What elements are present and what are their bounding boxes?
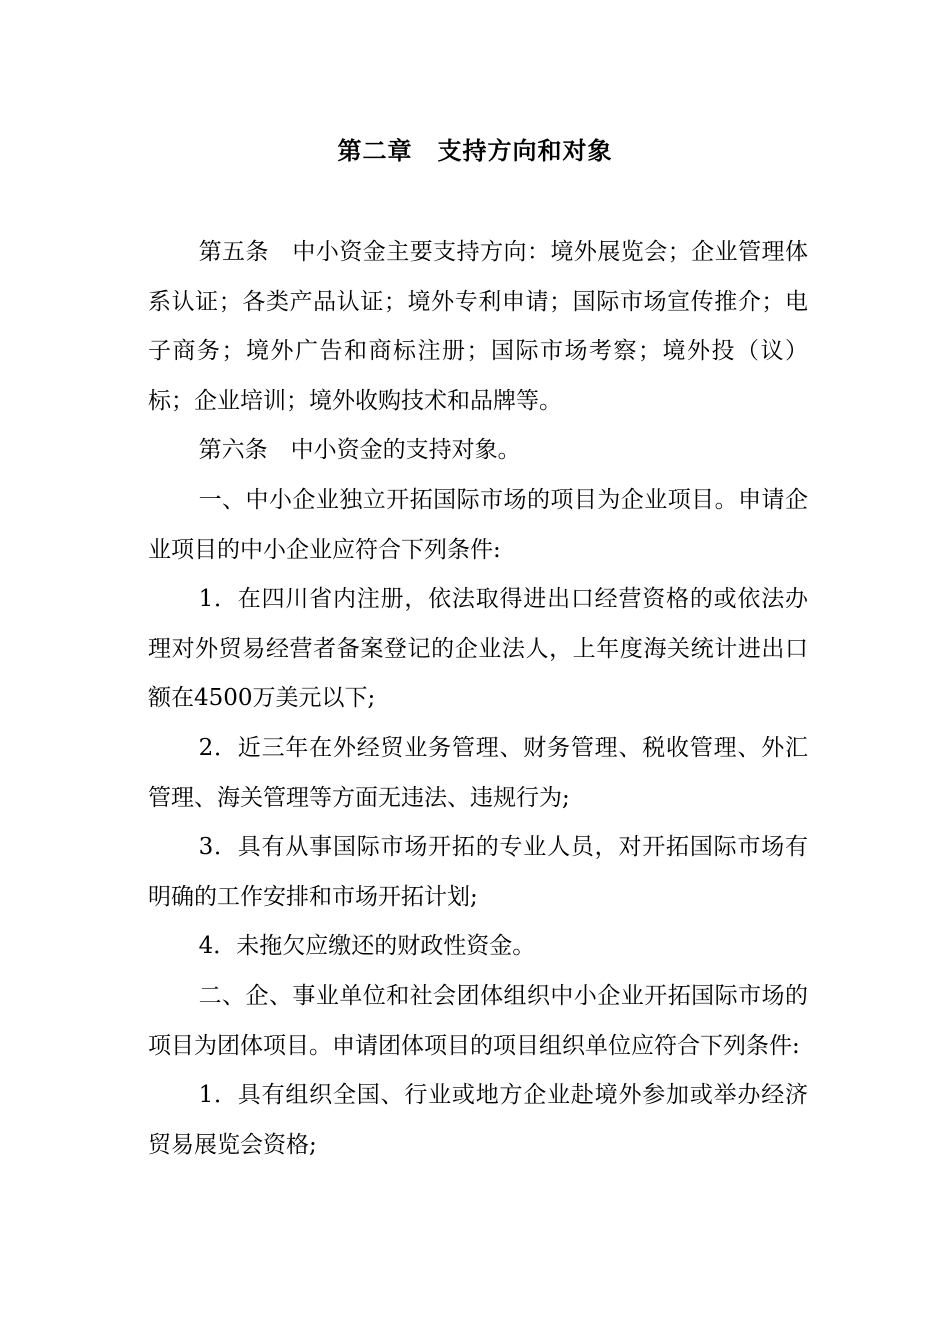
paragraph-condition-4: 4．未拖欠应缴还的财政性资金。	[198, 933, 536, 960]
chapter-title: 第二章 支持方向和对象	[337, 137, 613, 165]
document-body	[148, 228, 808, 1170]
paragraph-enterprise-projects: 一、中小企业独立开拓国际市场的项目为企业项目。申请企业项目的中小企业应符合下列条件:	[148, 486, 808, 563]
paragraph-condition-1: 1．在四川省内注册，依法取得进出口经营资格的或依法办理对外贸易经营者备案登记的企业法人，上年度海关统计进出口额在4500万美元以下;	[148, 586, 808, 712]
paragraph-condition-3: 3．具有从事国际市场开拓的专业人员，对开拓国际市场有明确的工作安排和市场开拓计划;	[148, 834, 808, 910]
paragraph-article-5: 第五条 中小资金主要支持方向：境外展览会；企业管理体系认证；各类产品认证；境外专利申请；国际市场宣传推介；电子商务；境外广告和商标注册；国际市场考察；境外投（议）标；企业培训；境外收购技术和品牌等。	[148, 239, 808, 414]
paragraph-group-projects: 二、企、事业单位和社会团体组织中小企业开拓国际市场的项目为团体项目。申请团体项目的项目组织单位应符合下列条件:	[148, 982, 808, 1059]
paragraph-article-6: 第六条 中小资金的支持对象。	[198, 437, 521, 464]
paragraph-condition-2: 2．近三年在外经贸业务管理、财务管理、税收管理、外汇管理、海关管理等方面无违法、违规行为;	[148, 734, 808, 811]
paragraph-group-condition-1: 1．具有组织全国、行业或地方企业赴境外参加或举办经济贸易展览会资格;	[148, 1082, 808, 1158]
